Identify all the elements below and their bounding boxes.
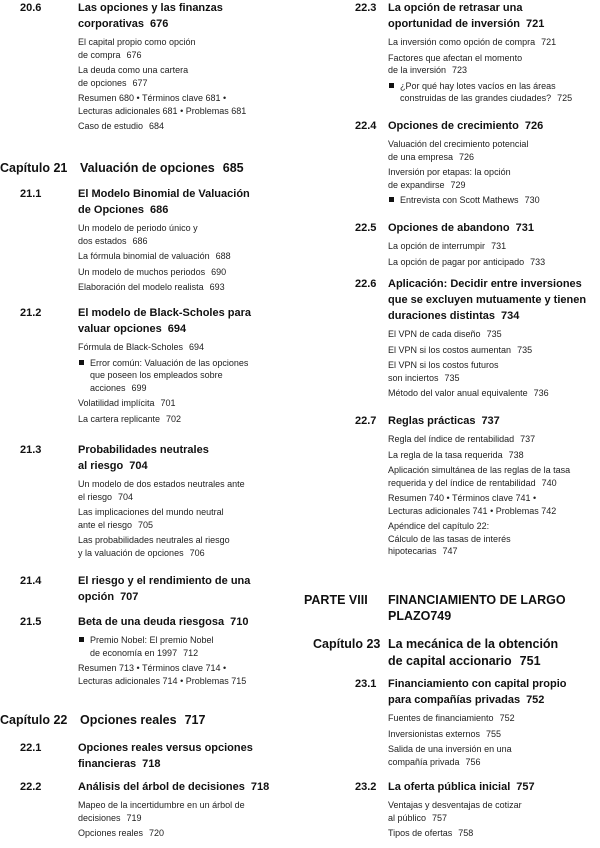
- part-title: [388, 592, 598, 624]
- toc-item-page: 684: [149, 121, 165, 131]
- section-page: 710: [230, 616, 249, 628]
- section-number: 20.6: [20, 2, 42, 14]
- toc-item-line: Aplicación simultánea de las reglas de la tasa: [388, 465, 571, 475]
- toc-item-line: de una empresa: [388, 151, 454, 162]
- toc-item-line: Lecturas adicionales 741 • Problemas 742: [388, 505, 557, 516]
- section-number: 22.5: [355, 222, 377, 234]
- section-title: [78, 779, 293, 795]
- toc-item-line: requerida y del índice de rentabilidad: [388, 477, 536, 488]
- toc-item-page: 686: [132, 235, 148, 246]
- chapter-label: Capítulo 21: [0, 161, 68, 175]
- section-title-line: Probabilidades neutrales: [78, 444, 209, 456]
- section-page: 734: [500, 310, 520, 322]
- toc-item: [388, 138, 600, 163]
- chapter-page: 685: [222, 161, 244, 175]
- toc-item-page: 694: [189, 342, 205, 352]
- toc-item: [388, 728, 600, 741]
- toc-item-page: 699: [131, 382, 147, 393]
- toc-item-line: Un modelo de muchos periodos: [78, 266, 206, 277]
- toc-item-line: La fórmula binomial de valuación: [78, 251, 210, 261]
- toc-item-page: 752: [499, 713, 515, 723]
- toc-item-line: El VPN si los costos futuros: [388, 360, 499, 370]
- toc-item-line: Factores que afectan el momento: [388, 52, 523, 63]
- toc-item: [388, 240, 600, 253]
- toc-item-page: 736: [533, 388, 549, 398]
- section-body: [388, 779, 600, 843]
- toc-item-line: que poseen los empleados sobre: [90, 370, 223, 380]
- section-page: 718: [250, 781, 270, 793]
- section-page: 731: [515, 222, 534, 234]
- toc-item: [388, 449, 600, 462]
- toc-item-line: dos estados: [78, 235, 127, 246]
- section-title: [78, 305, 293, 337]
- section-title: [78, 186, 293, 218]
- toc-item-line: ¿Por qué hay lotes vacíos en las áreas: [400, 80, 556, 91]
- section-title-line: valuar opciones: [78, 323, 162, 335]
- section-page: 726: [524, 120, 544, 132]
- toc-item-line: Fuentes de financiamiento: [388, 713, 494, 723]
- section-title: [388, 220, 600, 236]
- toc-item-line: Premio Nobel: El premio Nobel: [90, 635, 214, 645]
- section-title: [388, 0, 600, 32]
- toc-item-line: decisiones: [78, 812, 121, 823]
- toc-item-line: Valuación del crecimiento potencial: [388, 139, 529, 149]
- section-title-line: al riesgo: [78, 460, 124, 472]
- toc-item: [388, 256, 600, 269]
- section-title: [78, 573, 293, 605]
- toc-item-line: Volatilidad implícita: [78, 398, 155, 408]
- section-body: [78, 740, 293, 772]
- toc-item-line: Método del valor anual equivalente: [388, 388, 528, 398]
- toc-item: [388, 712, 600, 725]
- section-page: 737: [481, 415, 500, 427]
- chapter-label: Capítulo 22: [0, 713, 68, 727]
- chapter-title-text: Opciones reales: [80, 713, 177, 727]
- section-body: [388, 118, 600, 210]
- toc-item: [388, 743, 600, 768]
- toc-item-line: al público: [388, 812, 427, 823]
- toc-item-line: ante el riesgo: [78, 519, 133, 530]
- section-number: 23.1: [355, 678, 377, 690]
- toc-item: [78, 413, 293, 426]
- section-page: 752: [526, 694, 545, 706]
- section-title: [78, 740, 293, 772]
- section-body: [78, 779, 293, 843]
- toc-item-line: Tipos de ofertas: [388, 828, 453, 838]
- toc-item: [78, 341, 293, 354]
- toc-item-line: Salida de una inversión en una: [388, 744, 512, 754]
- toc-item: [78, 266, 293, 279]
- toc-item-line: de economía en 1997: [90, 647, 178, 658]
- section-title-line: Opciones de abandono: [388, 222, 510, 234]
- section-title: [388, 676, 600, 708]
- section-title-line: de Opciones: [78, 204, 145, 216]
- toc-item-page: 756: [465, 756, 481, 767]
- toc-item-page: 701: [160, 398, 176, 408]
- section-title-line: El modelo de Black-Scholes para: [78, 307, 252, 319]
- toc-item: [388, 433, 600, 446]
- toc-item-line: son inciertos: [388, 372, 439, 383]
- toc-item-line: Inversión por etapas: la opción: [388, 167, 511, 177]
- section-title-line: La oferta pública inicial: [388, 781, 511, 793]
- toc-item-line: La opción de interrumpir: [388, 241, 486, 251]
- toc-item-line: de opciones: [78, 77, 127, 88]
- section-title-line: Opciones de crecimiento: [388, 120, 519, 132]
- toc-item-page: 676: [126, 49, 142, 60]
- section-title-line: duraciones distintas: [388, 310, 495, 322]
- toc-item-line: Resumen 680 • Términos clave 681 •: [78, 93, 227, 103]
- toc-item-line: La inversión como opción de compra: [388, 37, 536, 47]
- section-body: [78, 305, 293, 428]
- toc-item: [388, 328, 600, 341]
- toc-item-page: 735: [517, 344, 533, 355]
- toc-item-page: 730: [524, 195, 540, 205]
- toc-item-page: 725: [557, 93, 573, 103]
- section-title-line: corporativas: [78, 18, 145, 30]
- toc-item-line: Entrevista con Scott Mathews: [400, 195, 519, 205]
- toc-item-line: Elaboración del modelo realista: [78, 282, 204, 292]
- toc-item: [78, 506, 293, 531]
- toc-item-page: 737: [520, 434, 536, 444]
- section-title: [78, 0, 293, 32]
- section-body: [78, 186, 293, 297]
- toc-item: [388, 359, 600, 384]
- section-body: [388, 676, 600, 771]
- section-number: 22.7: [355, 415, 377, 427]
- section-number: 21.1: [20, 188, 42, 200]
- section-body: [78, 573, 293, 605]
- section-page: 707: [120, 591, 139, 603]
- toc-boxed-item: [388, 80, 600, 105]
- toc-item-line: La cartera replicante: [78, 413, 161, 424]
- toc-item-line: Las probabilidades neutrales al riesgo: [78, 535, 230, 545]
- toc-item-line: La deuda como una cartera: [78, 65, 189, 75]
- section-title-line: Las opciones y las finanzas: [78, 2, 223, 14]
- toc-item-line: Cálculo de las tasas de interés: [388, 533, 511, 544]
- toc-item-page: 755: [486, 728, 502, 739]
- toc-item-page: 735: [486, 329, 502, 339]
- toc-item: [78, 799, 293, 824]
- toc-item-line: La regla de la tasa requerida: [388, 449, 503, 460]
- section-body: [388, 220, 600, 271]
- toc-item: [78, 827, 293, 840]
- toc-item-page: 688: [215, 251, 231, 261]
- toc-item-page: 757: [432, 812, 448, 823]
- toc-item: [388, 492, 600, 517]
- section-body: [388, 413, 600, 561]
- toc-item: [388, 344, 600, 357]
- toc-item-line: Mapeo de la incertidumbre en un árbol de: [78, 800, 245, 810]
- toc-item: [388, 387, 600, 400]
- section-title: [78, 442, 293, 474]
- section-title-line: Reglas prácticas: [388, 415, 476, 427]
- section-number: 21.2: [20, 307, 42, 319]
- toc-item: [78, 222, 293, 247]
- toc-item-line: Lecturas adicionales 714 • Problemas 715: [78, 675, 247, 686]
- section-number: 22.1: [20, 742, 42, 754]
- part-page: 749: [430, 609, 452, 623]
- toc-item-line: Resumen 740 • Términos clave 741 •: [388, 493, 537, 503]
- toc-item-line: Opciones reales: [78, 828, 144, 838]
- section-title-line: Aplicación: Decidir entre inversiones: [388, 278, 582, 290]
- chapter-label: Capítulo 23: [313, 637, 381, 651]
- toc-item-line: Regla del índice de rentabilidad: [388, 434, 515, 444]
- section-number: 22.2: [20, 781, 42, 793]
- section-number: 21.3: [20, 444, 42, 456]
- section-title-line: Financiamiento con capital propio: [388, 678, 567, 690]
- section-title-line: La opción de retrasar una: [388, 2, 523, 14]
- toc-item: [78, 534, 293, 559]
- toc-item-page: 729: [450, 179, 466, 190]
- toc-item: [78, 281, 293, 294]
- toc-item: [388, 799, 600, 824]
- section-body: [78, 614, 293, 690]
- section-title-line: opción: [78, 591, 115, 603]
- part-label: PARTE VIII: [304, 593, 368, 607]
- section-title-line: financieras: [78, 758, 137, 770]
- toc-item-line: el riesgo: [78, 491, 113, 502]
- chapter-title-line: La mecánica de la obtención: [388, 637, 559, 651]
- section-number: 22.3: [355, 2, 377, 14]
- toc-boxed-item: [388, 194, 600, 207]
- toc-item-page: 733: [530, 256, 546, 267]
- toc-item: [78, 397, 293, 410]
- section-page: 721: [526, 18, 545, 30]
- toc-item-line: El VPN si los costos aumentan: [388, 344, 512, 355]
- toc-item: [388, 520, 600, 558]
- chapter-title: [80, 160, 300, 177]
- toc-item-page: 740: [541, 477, 557, 488]
- section-title: [78, 614, 293, 630]
- toc-item-line: Un modelo de periodo único y: [78, 223, 198, 233]
- section-number: 22.4: [355, 120, 377, 132]
- section-page: 718: [142, 758, 161, 770]
- toc-item-page: 712: [183, 647, 199, 658]
- section-page: 704: [129, 460, 148, 472]
- section-title-line: oportunidad de inversión: [388, 18, 521, 30]
- section-body: [388, 0, 600, 108]
- toc-item: [78, 64, 293, 89]
- toc-item-line: El VPN de cada diseño: [388, 329, 481, 339]
- toc-item-line: Caso de estudio: [78, 121, 144, 131]
- section-body: [78, 0, 293, 136]
- toc-item: [78, 92, 293, 117]
- chapter-page: 751: [519, 654, 541, 668]
- toc-item-page: 758: [458, 828, 474, 838]
- section-title: [388, 779, 600, 795]
- section-title-line: que se excluyen mutuamente y tienen: [388, 294, 587, 306]
- section-title: [388, 118, 600, 134]
- section-number: 23.2: [355, 781, 377, 793]
- toc-item: [388, 464, 600, 489]
- section-title-line: Análisis del árbol de decisiones: [78, 781, 245, 793]
- section-title-line: El riesgo y el rendimiento de una: [78, 575, 251, 587]
- toc-item-line: Lecturas adicionales 681 • Problemas 681: [78, 105, 247, 116]
- toc-boxed-item: [78, 634, 293, 659]
- chapter-title-text: Valuación de opciones: [80, 161, 215, 175]
- toc-item-page: 726: [459, 151, 475, 162]
- part-title-line: FINANCIAMIENTO DE LARGO: [388, 593, 566, 607]
- toc-item-line: construidas de las grandes ciudades?: [400, 93, 552, 103]
- toc-item-page: 677: [132, 77, 148, 88]
- part-title-line: PLAZO: [388, 609, 431, 623]
- toc-item-page: 720: [149, 828, 165, 838]
- toc-item-page: 723: [452, 65, 468, 75]
- toc-item-line: Apéndice del capítulo 22:: [388, 521, 490, 531]
- section-number: 21.5: [20, 616, 42, 628]
- section-title: [388, 413, 600, 429]
- toc-item-line: Un modelo de dos estados neutrales ante: [78, 479, 245, 489]
- toc-item: [78, 478, 293, 503]
- toc-item: [78, 662, 293, 687]
- toc-item-line: compañía privada: [388, 756, 460, 767]
- toc-item-page: 721: [541, 37, 557, 47]
- toc-item: [78, 36, 293, 61]
- section-number: 22.6: [355, 278, 377, 290]
- section-title-line: Beta de una deuda riesgosa: [78, 616, 225, 628]
- toc-item-line: Ventajas y desventajas de cotizar: [388, 800, 522, 810]
- section-title: [388, 276, 600, 324]
- toc-item-page: 735: [444, 372, 460, 383]
- toc-item-line: Inversionistas externos: [388, 728, 481, 739]
- toc-item-line: de la inversión: [388, 65, 447, 75]
- toc-item-line: de expandirse: [388, 179, 445, 190]
- toc-item-page: 693: [209, 282, 225, 292]
- section-body: [78, 442, 293, 562]
- toc-boxed-item: [78, 357, 293, 395]
- toc-item-line: Las implicaciones del mundo neutral: [78, 507, 224, 517]
- chapter-title: [388, 636, 600, 670]
- section-body: [388, 276, 600, 403]
- toc-item-page: 704: [118, 491, 134, 502]
- toc-item-page: 747: [442, 546, 458, 556]
- section-title-line: El Modelo Binomial de Valuación: [78, 188, 250, 200]
- toc-item: [388, 166, 600, 191]
- chapter-title: [80, 712, 300, 729]
- toc-item-page: 705: [138, 519, 154, 530]
- toc-item-page: 702: [166, 413, 182, 424]
- toc-item-line: de compra: [78, 49, 121, 60]
- toc-item: [388, 52, 600, 77]
- toc-item: [388, 36, 600, 49]
- toc-item-page: 738: [508, 449, 524, 460]
- toc-item: [78, 250, 293, 263]
- toc-item-page: 719: [126, 812, 142, 823]
- toc-item-line: acciones: [90, 382, 126, 393]
- toc-item-page: 706: [189, 547, 205, 558]
- toc-item-line: La opción de pagar por anticipado: [388, 256, 525, 267]
- chapter-title-line: de capital accionario: [388, 654, 512, 668]
- section-page: 676: [150, 18, 169, 30]
- toc-item-page: 731: [491, 241, 507, 251]
- toc-item-line: El capital propio como opción: [78, 37, 196, 47]
- section-title-line: para compañías privadas: [388, 694, 521, 706]
- section-title-line: Opciones reales versus opciones: [78, 742, 253, 754]
- section-page: 686: [150, 204, 169, 216]
- toc-item-line: Error común: Valuación de las opciones: [90, 357, 249, 368]
- toc-item-line: Fórmula de Black-Scholes: [78, 342, 184, 352]
- toc-item-line: Resumen 713 • Términos clave 714 •: [78, 663, 227, 673]
- section-number: 21.4: [20, 575, 42, 587]
- toc-item: [388, 827, 600, 840]
- toc-item-line: y la valuación de opciones: [78, 547, 184, 558]
- section-page: 694: [167, 323, 187, 335]
- toc-item-line: hipotecarias: [388, 546, 437, 556]
- toc-item-page: 690: [211, 266, 227, 277]
- chapter-page: 717: [184, 713, 206, 727]
- toc-item: [78, 120, 293, 133]
- section-page: 757: [516, 781, 535, 793]
